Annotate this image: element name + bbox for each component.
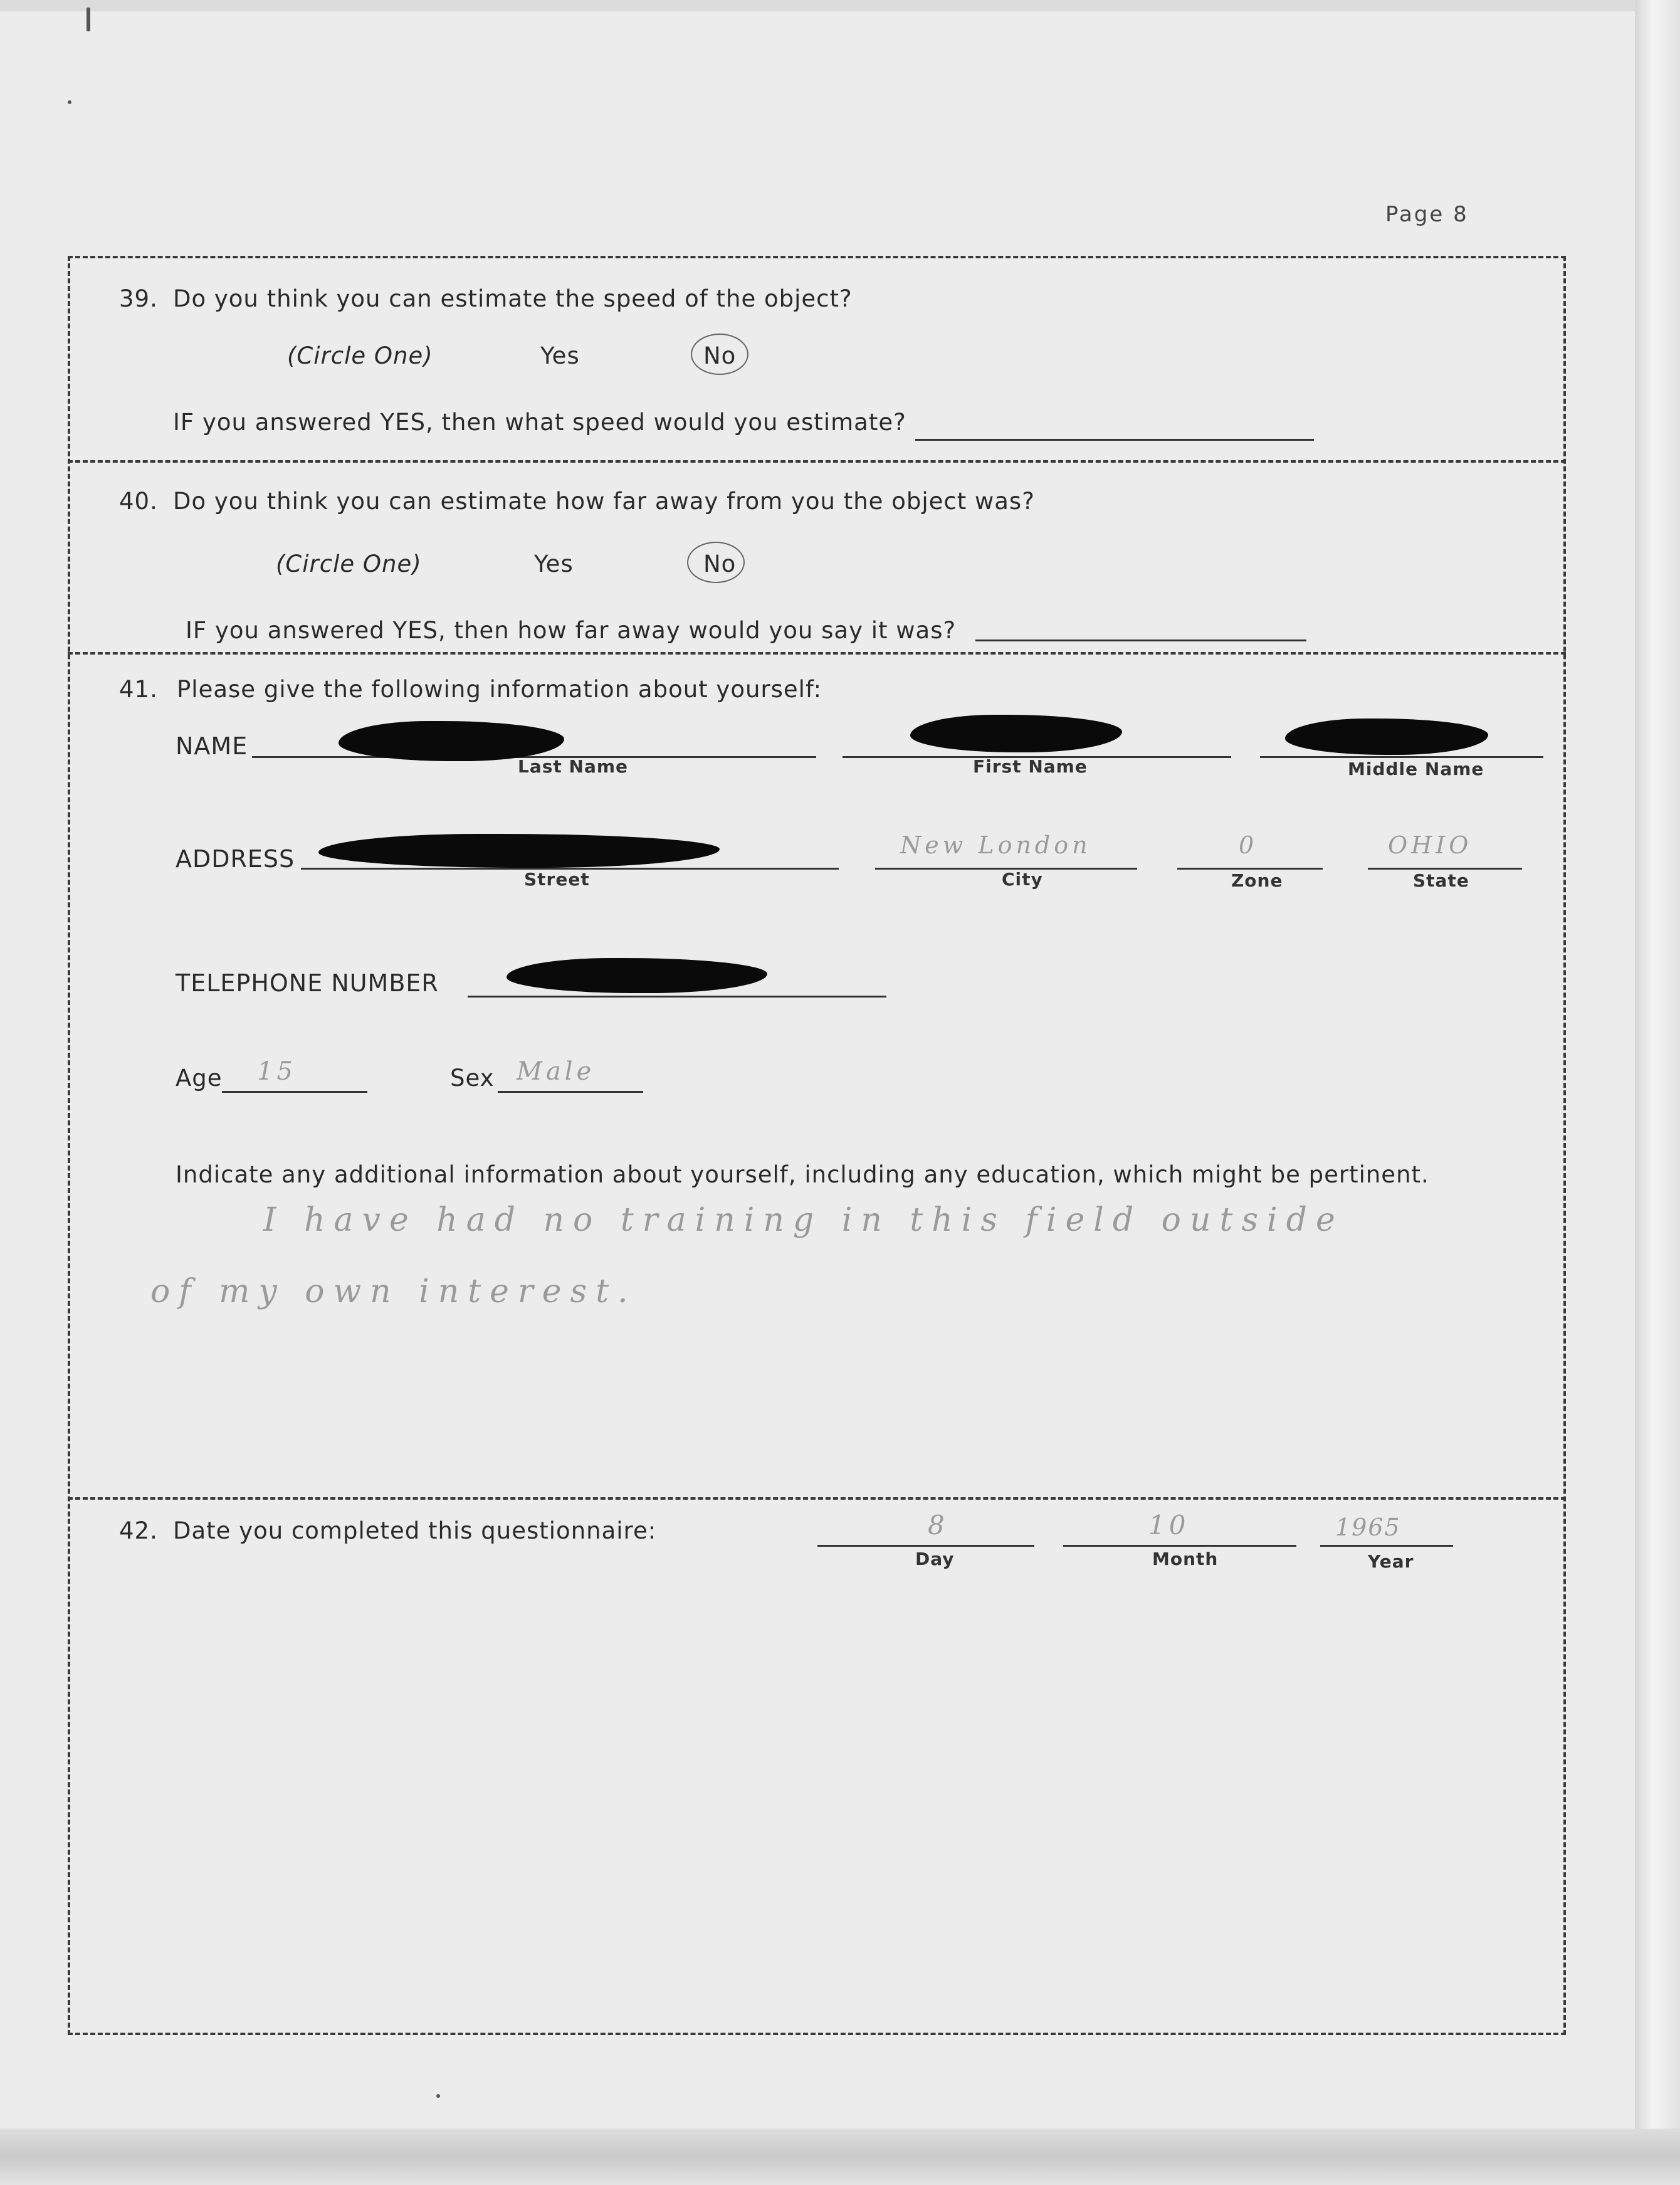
month-value[interactable]: 10	[1148, 1510, 1190, 1540]
sex-label: Sex	[450, 1065, 495, 1092]
question-number: 39.	[119, 285, 158, 312]
circle-one-instruction: (Circle One)	[276, 550, 422, 577]
additional-info-line-2[interactable]: of my own interest.	[150, 1273, 637, 1310]
age-label: Age	[176, 1065, 223, 1092]
day-value[interactable]: 8	[928, 1510, 948, 1540]
name-label: NAME	[176, 732, 248, 760]
followup-question: IF you answered YES, then how far away would you say it was?	[186, 617, 957, 644]
city-caption: City	[1002, 869, 1043, 890]
distance-answer-line[interactable]	[975, 640, 1306, 641]
day-line[interactable]	[817, 1545, 1034, 1547]
zone-value[interactable]: 0	[1239, 831, 1258, 859]
month-caption: Month	[1152, 1549, 1219, 1569]
redaction-middle-name	[1285, 719, 1488, 755]
option-no[interactable]: No	[703, 342, 737, 369]
street-caption: Street	[524, 869, 590, 890]
age-line[interactable]	[222, 1091, 367, 1093]
state-caption: State	[1413, 870, 1469, 891]
question-text: Do you think you can estimate the speed of the object?	[173, 285, 853, 312]
question-text: Date you completed this questionnaire:	[173, 1517, 657, 1544]
option-yes[interactable]: Yes	[540, 342, 580, 369]
year-line[interactable]	[1320, 1545, 1453, 1547]
state-value[interactable]: OHIO	[1388, 831, 1473, 859]
question-text: Do you think you can estimate how far away from you the object was?	[173, 488, 1035, 515]
question-number: 41.	[119, 676, 158, 703]
redaction-last-name	[339, 721, 564, 761]
scan-mark	[87, 8, 90, 31]
page-number: Page 8	[1385, 202, 1469, 227]
city-value[interactable]: New London	[900, 831, 1091, 859]
middle-name-caption: Middle Name	[1348, 759, 1484, 779]
zone-line[interactable]	[1177, 868, 1323, 870]
year-caption: Year	[1368, 1551, 1414, 1572]
middle-name-line[interactable]	[1260, 756, 1543, 758]
sex-line[interactable]	[498, 1091, 643, 1093]
section-divider	[68, 1497, 1566, 1500]
year-value[interactable]: 1965	[1335, 1514, 1401, 1541]
month-line[interactable]	[1063, 1545, 1296, 1547]
redaction-first-name	[910, 715, 1122, 752]
answer-circle	[687, 542, 745, 583]
scan-right-edge	[1635, 0, 1680, 2185]
section-divider	[68, 652, 1566, 655]
answer-circle	[691, 334, 748, 375]
dust-speck	[68, 100, 71, 104]
question-text: Please give the following information about yourself:	[177, 676, 822, 703]
section-divider	[68, 460, 1566, 463]
sex-value[interactable]: Male	[517, 1057, 596, 1086]
form-frame	[68, 256, 1566, 2035]
redaction-street	[318, 834, 720, 868]
redaction-telephone	[507, 958, 767, 993]
telephone-label: TELEPHONE NUMBER	[176, 969, 439, 997]
state-line[interactable]	[1368, 868, 1522, 870]
question-number: 42.	[119, 1517, 158, 1544]
scan-top-edge	[0, 0, 1680, 11]
followup-question: IF you answered YES, then what speed would you estimate?	[173, 409, 906, 436]
additional-info-prompt: Indicate any additional information about yourself, including any education, which might be pertinent.	[176, 1161, 1429, 1188]
first-name-caption: First Name	[973, 756, 1088, 777]
last-name-caption: Last Name	[518, 756, 629, 777]
circle-one-instruction: (Circle One)	[287, 342, 433, 369]
option-no[interactable]: No	[703, 550, 737, 577]
day-caption: Day	[915, 1549, 955, 1569]
scan-bottom-edge	[0, 2129, 1680, 2185]
address-label: ADDRESS	[176, 845, 295, 873]
age-value[interactable]: 15	[257, 1057, 297, 1086]
additional-info-line-1[interactable]: I have had no training in this field outside	[263, 1201, 1344, 1239]
option-yes[interactable]: Yes	[534, 550, 574, 577]
question-number: 40.	[119, 488, 158, 515]
speed-answer-line[interactable]	[915, 439, 1314, 441]
zone-caption: Zone	[1231, 870, 1283, 891]
telephone-line[interactable]	[468, 996, 886, 998]
dust-speck	[436, 2094, 440, 2098]
